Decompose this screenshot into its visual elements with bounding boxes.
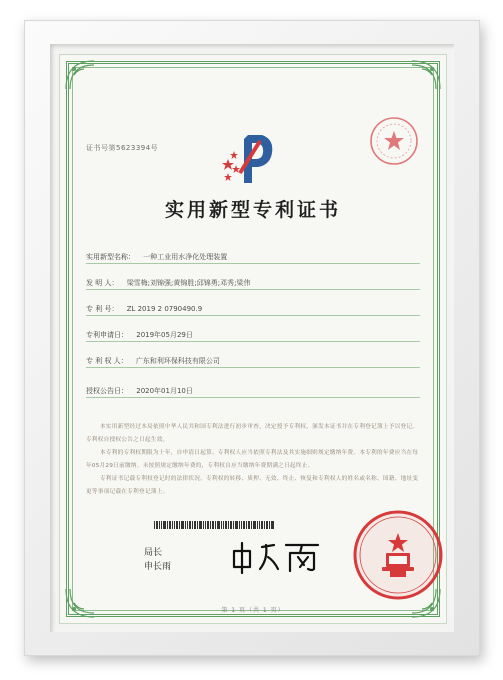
certificate-number: 证书号第5623394号	[86, 144, 159, 152]
body-paragraph: 本实用新型经过本局依照中华人民共和国专利法进行初步审查，决定授予专利权，颁发本证书并在专利登记簿上予以登记。专利权自授权公告之日起生效。	[86, 424, 419, 443]
field-inventors	[86, 277, 420, 290]
field-value: 一种工业用水净化处理装置	[143, 253, 228, 261]
page-footer: 第 1 页（共 1 页）	[221, 607, 285, 614]
director-name: 申长雨	[144, 562, 172, 572]
director-signature-icon	[228, 539, 322, 575]
official-seal-icon	[352, 509, 444, 601]
field-label: 实用新型名称：	[86, 253, 135, 261]
barcode-icon	[154, 521, 274, 529]
field-label: 专 利 权 人：	[86, 357, 128, 365]
body-paragraph: 本专利的专利权期限为十年，自申请日起算。专利权人应当依照专利法及其实施细则规定缴纳年费。本专利的年费应当在每年05月29日前缴纳。未按照规定缴纳年费的，专利权自应当缴纳年费期满之日起终止。	[86, 450, 419, 469]
frame-mat	[50, 44, 454, 632]
field-value: ZL 2019 2 0790490.9	[126, 305, 203, 313]
field-label: 专利申请日：	[86, 331, 128, 339]
certificate-body	[86, 421, 420, 499]
corner-ornament-icon	[408, 59, 442, 93]
picture-frame	[24, 20, 480, 656]
certificate-paper	[59, 54, 447, 624]
field-patent-number	[86, 303, 420, 316]
field-label: 专 利 号：	[86, 305, 119, 313]
small-seal-icon	[368, 115, 420, 167]
body-paragraph: 专利证书记载专利权登记时的法律状况。专利权的转移、质押、无效、终止、恢复和专利权人的姓名或名称、国籍、地址变更等事项记载在专利登记簿上。	[86, 476, 419, 495]
field-label: 授权公告日：	[86, 387, 128, 395]
field-value: 2019年05月29日	[136, 331, 193, 339]
field-value: 梁雪梅;刘锦强;黄锦胜;邱锦勇;邓秀;梁伟	[126, 279, 251, 287]
field-grant-date	[86, 385, 420, 398]
director-title: 局长	[144, 548, 163, 558]
field-application-date	[86, 329, 420, 342]
patent-office-logo-icon	[222, 129, 280, 187]
field-label: 发 明 人：	[86, 279, 119, 287]
field-value: 广东和利环保科技有限公司	[135, 357, 220, 365]
field-patentee	[86, 355, 420, 368]
field-value: 2020年01月10日	[136, 387, 193, 395]
corner-ornament-icon	[64, 59, 98, 93]
field-utility-model-name	[86, 251, 420, 264]
certificate-title: 实用新型专利证书	[164, 199, 341, 221]
